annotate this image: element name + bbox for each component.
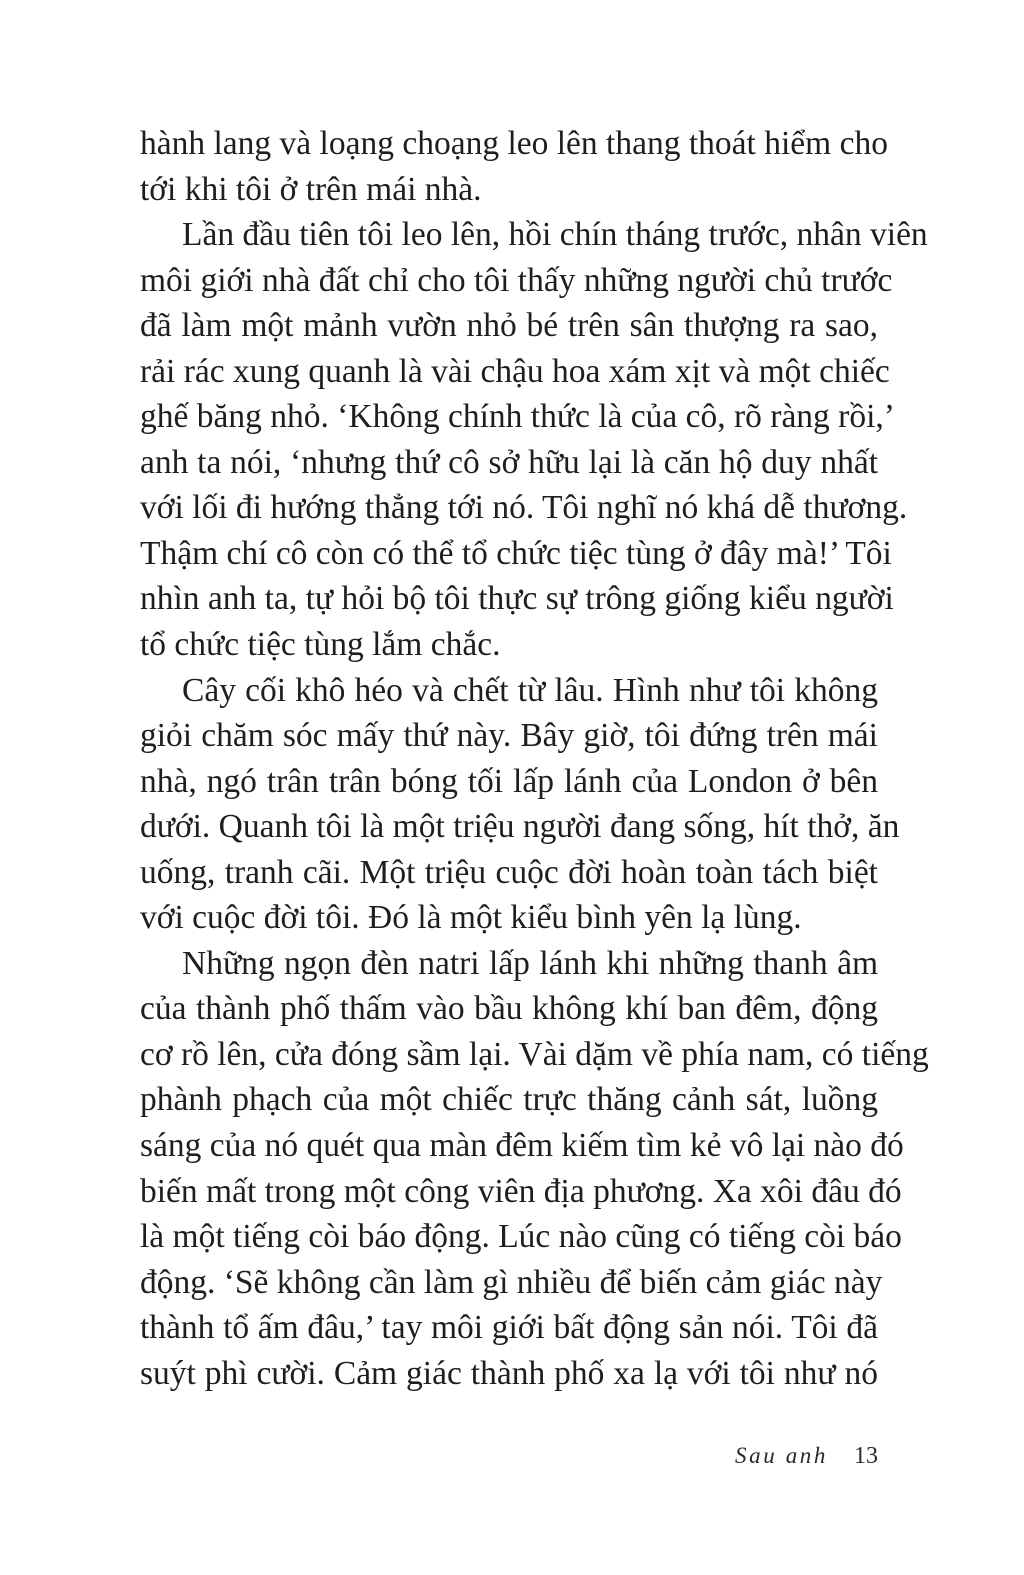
text-line: ghế băng nhỏ. ‘Không chính thức là của cô, rõ ràng rồi,’ xyxy=(140,398,895,436)
text-line: tổ chức tiệc tùng lắm chắc. xyxy=(140,626,501,664)
text-line: giỏi chăm sóc mấy thứ này. Bây giờ, tôi đứng trên mái xyxy=(140,717,878,755)
text-line: Những ngọn đèn natri lấp lánh khi những thanh âm xyxy=(182,944,878,982)
text-line: uống, tranh cãi. Một triệu cuộc đời hoàn toàn tách biệt xyxy=(140,853,878,891)
text-line: sáng của nó quét qua màn đêm kiếm tìm kẻ vô lại nào đó xyxy=(140,1127,904,1165)
paragraph xyxy=(140,212,928,667)
text-line: Lần đầu tiên tôi leo lên, hồi chín tháng trước, nhân viên xyxy=(182,216,928,254)
text-line: suýt phì cười. Cảm giác thành phố xa lạ với tôi như nó xyxy=(140,1354,878,1392)
text-line: rải rác xung quanh là vài chậu hoa xám xịt và một chiếc xyxy=(140,352,890,390)
running-title: Sau anh xyxy=(735,1443,828,1468)
text-line: với lối đi hướng thẳng tới nó. Tôi nghĩ nó khá dễ thương. xyxy=(140,489,908,527)
page-number: 13 xyxy=(854,1443,878,1469)
text-line: dưới. Quanh tôi là một triệu người đang sống, hít thở, ăn xyxy=(140,808,900,846)
text-line: môi giới nhà đất chỉ cho tôi thấy những người chủ trước xyxy=(140,261,893,299)
page-footer xyxy=(735,1443,878,1473)
text-line: động. ‘Sẽ không cần làm gì nhiều để biến cảm giác này xyxy=(140,1263,883,1301)
text-line: anh ta nói, ‘nhưng thứ cô sở hữu lại là căn hộ duy nhất xyxy=(140,443,878,481)
text-line: nhìn anh ta, tự hỏi bộ tôi thực sự trông giống kiểu người xyxy=(140,580,894,618)
text-line: của thành phố thấm vào bầu không khí ban đêm, động xyxy=(140,990,878,1028)
paragraph xyxy=(140,668,900,941)
paragraph xyxy=(140,941,929,1396)
paragraph xyxy=(140,121,888,212)
text-line: với cuộc đời tôi. Đó là một kiểu bình yên lạ lùng. xyxy=(140,899,802,937)
text-line: là một tiếng còi báo động. Lúc nào cũng có tiếng còi báo xyxy=(140,1218,902,1256)
text-line: hành lang và loạng choạng leo lên thang thoát hiểm cho xyxy=(140,125,888,162)
text-line: Thậm chí cô còn có thể tổ chức tiệc tùng ở đây mà!’ Tôi xyxy=(140,534,892,572)
text-line: nhà, ngó trân trân bóng tối lấp lánh của London ở bên xyxy=(140,762,878,800)
text-line: tới khi tôi ở trên mái nhà. xyxy=(140,170,482,208)
body-text xyxy=(140,121,929,1396)
text-line: Cây cối khô héo và chết từ lâu. Hình như tôi không xyxy=(182,671,878,709)
text-line: biến mất trong một công viên địa phương. Xa xôi đâu đó xyxy=(140,1172,902,1210)
text-line: thành tổ ấm đâu,’ tay môi giới bất động sản nói. Tôi đã xyxy=(140,1309,878,1347)
text-line: đã làm một mảnh vườn nhỏ bé trên sân thượng ra sao, xyxy=(140,307,878,345)
text-line: cơ rồ lên, cửa đóng sầm lại. Vài dặm về phía nam, có tiếng xyxy=(140,1035,929,1073)
text-line: phành phạch của một chiếc trực thăng cảnh sát, luồng xyxy=(140,1081,878,1119)
